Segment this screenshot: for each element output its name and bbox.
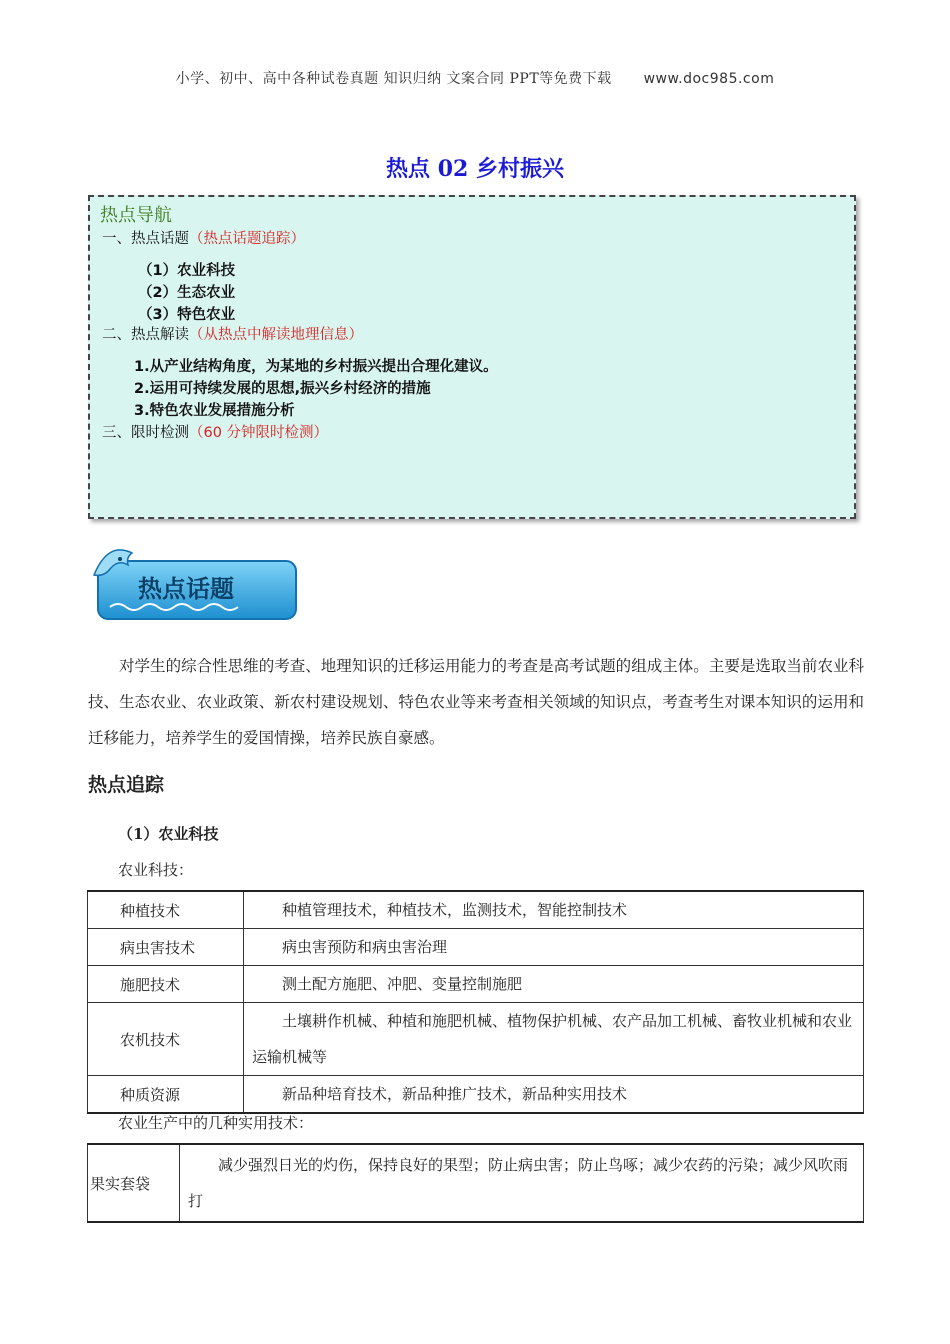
table-key: 种植技术 bbox=[88, 891, 244, 929]
subsection-title: （1）农业科技 bbox=[118, 825, 219, 843]
hotspot-nav-box bbox=[88, 195, 856, 519]
intro-paragraph: 对学生的综合性思维的考查、地理知识的迁移运用能力的考查是高考试题的组成主体。主要是选取当前农业科技、生态农业、农业政策、新农村建设规划、特色农业等来考查相关领域的知识点，考查考生对课本知识的运用和迁移能力，培养学生的爱国情操，培养民族自豪感。 bbox=[88, 657, 864, 747]
page-title: 热点 02 乡村振兴 bbox=[386, 156, 564, 182]
table-key: 病虫害技术 bbox=[88, 929, 244, 966]
nav-point-3: 3.特色农业发展措施分析 bbox=[134, 403, 295, 419]
table-value: 种植管理技术，种植技术，监测技术，智能控制技术 bbox=[244, 891, 864, 929]
table-key: 施肥技术 bbox=[88, 966, 244, 1003]
nav-section-2: 二、热点解读（从热点中解读地理信息） bbox=[102, 327, 363, 343]
nav-topic-2: （2）生态农业 bbox=[138, 285, 236, 301]
table-value: 新品种培育技术，新品种推广技术，新品种实用技术 bbox=[244, 1076, 864, 1114]
table-row bbox=[88, 929, 864, 966]
table-row bbox=[88, 966, 864, 1003]
table-value: 土壤耕作机械、种植和施肥机械、植物保护机械、农产品加工机械、畜牧业机械和农业运输机械等 bbox=[244, 1003, 864, 1076]
nav-section-1: 一、热点话题（热点话题追踪） bbox=[102, 231, 305, 247]
header-text: 小学、初中、高中各种试卷真题 知识归纳 文案合同 PPT等免费下载 bbox=[175, 71, 612, 87]
table2-caption: 农业生产中的几种实用技术： bbox=[118, 1114, 314, 1132]
nav-point-1: 1.从产业结构角度，为某地的乡村振兴提出合理化建议。 bbox=[134, 359, 498, 375]
table-key: 果实套袋 bbox=[88, 1144, 180, 1222]
table-value: 测土配方施肥、冲肥、变量控制施肥 bbox=[244, 966, 864, 1003]
nav-topic-3: （3）特色农业 bbox=[138, 307, 236, 323]
agri-tech-table bbox=[87, 890, 864, 1114]
table-row bbox=[88, 1144, 864, 1222]
badge-text: 热点话题 bbox=[138, 575, 234, 603]
section-title: 热点追踪 bbox=[88, 774, 165, 796]
hot-topic-badge bbox=[90, 545, 300, 625]
nav-point-2: 2.运用可持续发展的思想,振兴乡村经济的措施 bbox=[134, 381, 431, 397]
page-header bbox=[0, 68, 950, 88]
table-key: 种质资源 bbox=[88, 1076, 244, 1114]
dolphin-badge-graphic bbox=[90, 545, 300, 625]
table-value: 减少强烈日光的灼伤，保持良好的果型；防止病虫害；防止鸟啄；减少农药的污染；减少风吹雨打 bbox=[180, 1144, 864, 1222]
nav-heading: 热点导航 bbox=[100, 205, 172, 226]
practical-tech-table bbox=[87, 1143, 864, 1223]
table-row bbox=[88, 1003, 864, 1076]
nav-topic-1: （1）农业科技 bbox=[138, 263, 236, 279]
table-key: 农机技术 bbox=[88, 1003, 244, 1076]
table-value: 病虫害预防和病虫害治理 bbox=[244, 929, 864, 966]
table1-caption: 农业科技： bbox=[118, 861, 194, 879]
header-url[interactable]: www.doc985.com bbox=[643, 71, 775, 87]
table-row bbox=[88, 891, 864, 929]
table-row bbox=[88, 1076, 864, 1114]
nav-section-3: 三、限时检测（60 分钟限时检测） bbox=[102, 425, 329, 441]
